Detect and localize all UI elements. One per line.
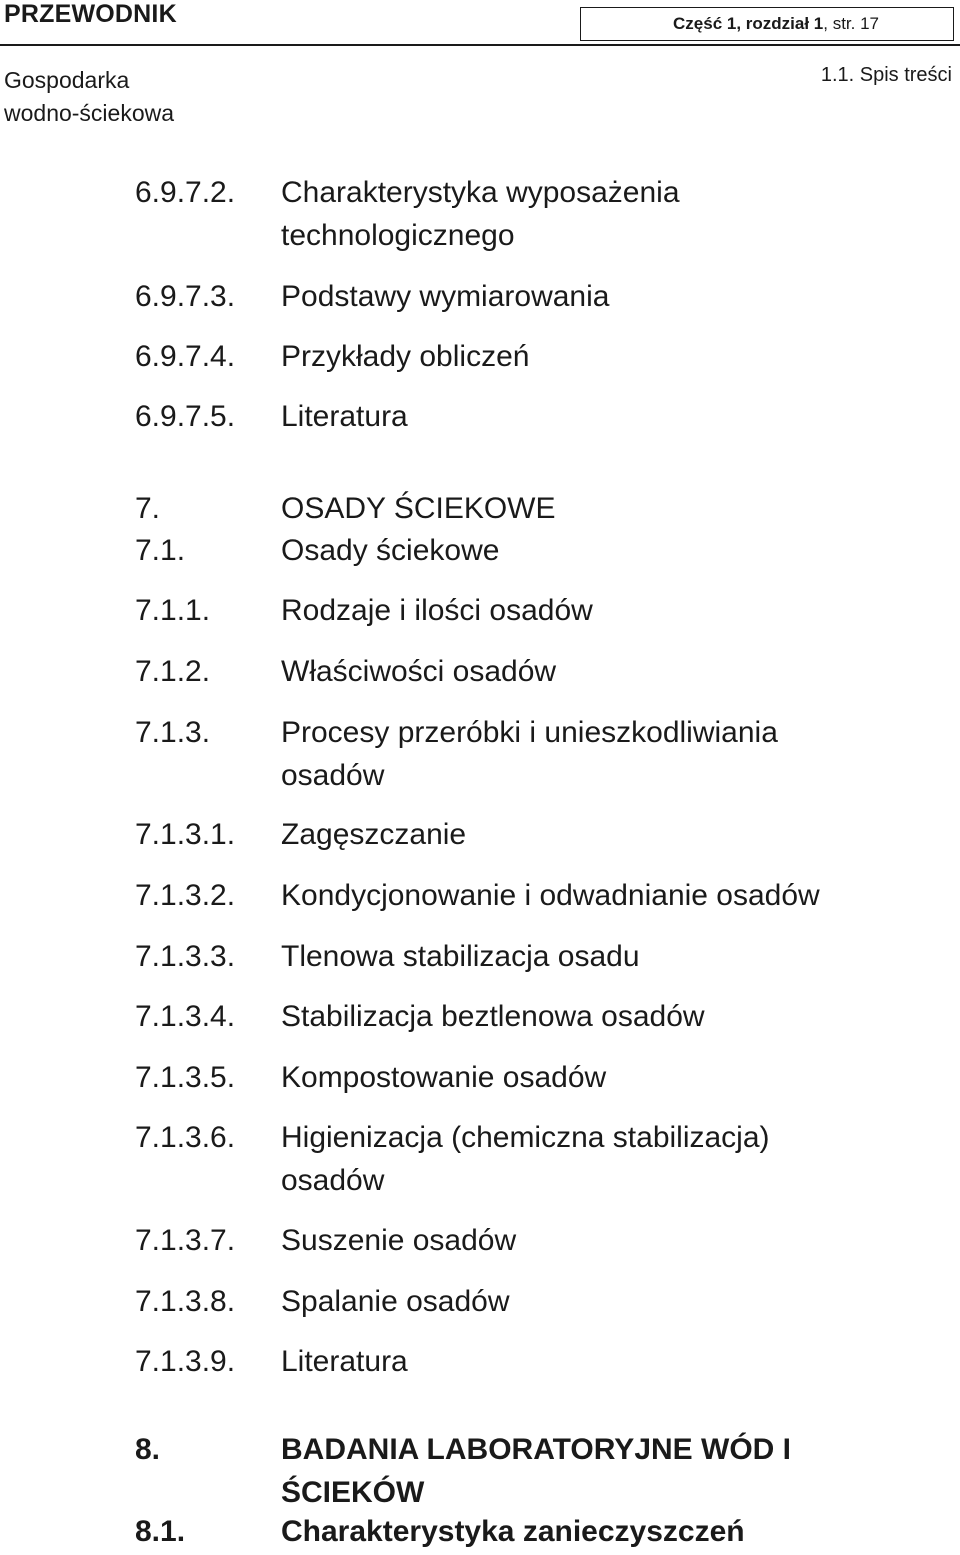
toc-entry — [135, 711, 871, 797]
toc-title: Charakterystyka wyposażenia technologicznego — [281, 176, 680, 252]
toc-title: Przykłady obliczeń — [281, 340, 530, 373]
toc-number: 7.1.1. — [135, 594, 211, 627]
toc-title: BADANIA LABORATORYJNE WÓD I ŚCIEKÓW — [281, 1433, 791, 1509]
toc-entry — [135, 1116, 871, 1202]
part-chapter-label: Część 1, rozdział 1 — [673, 14, 824, 33]
toc-title: Osady ściekowe — [281, 534, 500, 567]
header-divider — [0, 44, 960, 46]
toc-number: 7.1.3.4. — [135, 1000, 236, 1033]
toc-number: 6.9.7.4. — [135, 340, 236, 373]
toc-title: OSADY ŚCIEKOWE — [281, 492, 556, 525]
toc-title: Tlenowa stabilizacja osadu — [281, 940, 640, 973]
toc-number: 6.9.7.2. — [135, 176, 236, 209]
toc-number: 7.1.3.2. — [135, 879, 236, 912]
toc-number: 7.1.3.8. — [135, 1285, 236, 1318]
toc-title: Spalanie osadów — [281, 1285, 510, 1318]
toc-entry — [135, 1219, 871, 1262]
toc-entry — [135, 935, 871, 978]
section-reference: 1.1. Spis treści — [820, 64, 952, 86]
toc-entry — [135, 589, 871, 632]
toc-number: 7.1.3.9. — [135, 1345, 236, 1378]
toc-entry — [135, 1056, 871, 1099]
toc-entry — [135, 995, 871, 1038]
toc-entry — [135, 487, 871, 530]
toc-title: Higienizacja (chemiczna stabilizacja) osadów — [281, 1121, 770, 1197]
toc-title: Literatura — [281, 400, 408, 433]
toc-entry — [135, 275, 871, 318]
toc-entry — [135, 1428, 871, 1514]
toc-number: 6.9.7.5. — [135, 400, 236, 433]
toc-entry — [135, 335, 871, 378]
toc-title: Właściwości osadów — [281, 655, 557, 688]
toc-number: 7.1.2. — [135, 655, 211, 688]
toc-number: 8.1. — [135, 1515, 186, 1548]
toc-entry — [135, 813, 871, 856]
toc-entry — [135, 1510, 871, 1553]
part-chapter-page-box — [580, 7, 954, 41]
toc-number: 7.1. — [135, 534, 186, 567]
toc-entry — [135, 650, 871, 693]
toc-title: Zagęszczanie — [281, 818, 467, 851]
toc-entry — [135, 529, 871, 572]
page-number-label: , str. 17 — [823, 14, 879, 33]
toc-title: Rodzaje i ilości osadów — [281, 594, 593, 627]
toc-title: Charakterystyka zanieczyszczeń — [281, 1515, 745, 1548]
toc-number: 7.1.3.5. — [135, 1061, 236, 1094]
toc-number: 7.1.3.1. — [135, 818, 236, 851]
toc-title: Kompostowanie osadów — [281, 1061, 607, 1094]
toc-number: 7.1.3.6. — [135, 1121, 236, 1154]
subject-title — [4, 64, 174, 130]
toc-number: 6.9.7.3. — [135, 280, 236, 313]
toc-title: Procesy przeróbki i unieszkodliwiania osadów — [281, 716, 778, 792]
toc-title: Literatura — [281, 1345, 408, 1378]
toc-title: Kondycjonowanie i odwadnianie osadów — [281, 879, 820, 912]
toc-entry — [135, 874, 871, 917]
subject-title-line2: wodno-ściekowa — [4, 100, 175, 126]
toc-number: 7. — [135, 492, 161, 525]
toc-entry — [135, 1340, 871, 1383]
toc-title: Podstawy wymiarowania — [281, 280, 610, 313]
toc-title: Suszenie osadów — [281, 1224, 517, 1257]
brand-title: PRZEWODNIK — [4, 0, 177, 28]
toc-title: Stabilizacja beztlenowa osadów — [281, 1000, 705, 1033]
toc-entry — [135, 395, 871, 438]
toc-number: 7.1.3. — [135, 716, 211, 749]
toc-number: 7.1.3.7. — [135, 1224, 236, 1257]
toc-entry — [135, 171, 871, 257]
toc-number: 7.1.3.3. — [135, 940, 236, 973]
toc-entry — [135, 1280, 871, 1323]
subject-title-line1: Gospodarka — [4, 67, 130, 93]
toc-number: 8. — [135, 1433, 161, 1466]
